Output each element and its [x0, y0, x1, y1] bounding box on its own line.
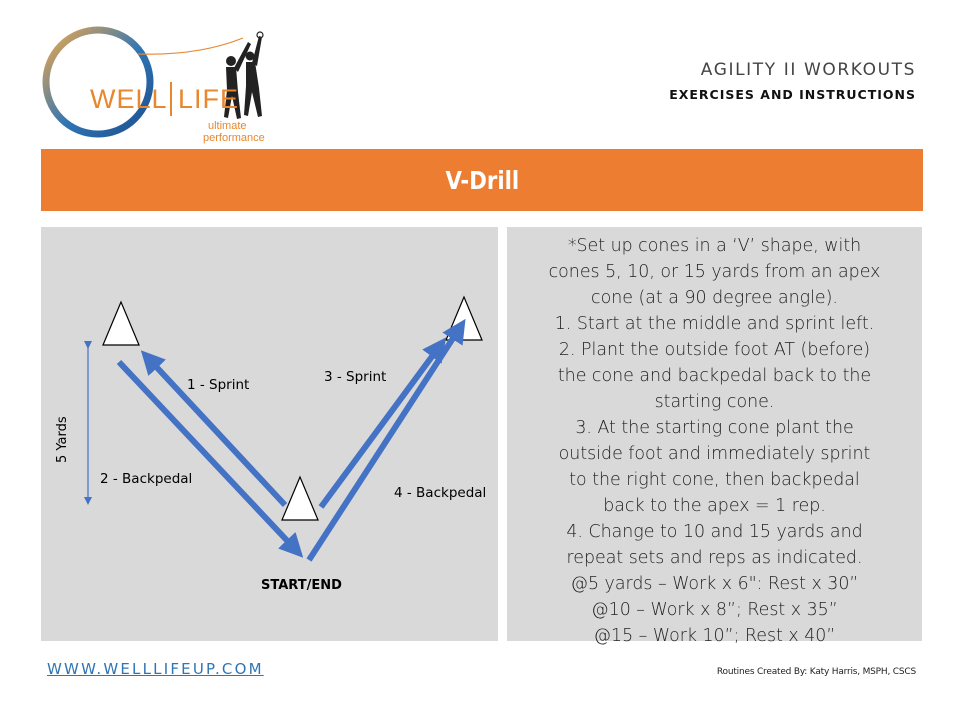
instruction-line: cones 5, 10, or 15 yards from an apex [548, 262, 881, 282]
instruction-line: 1. Start at the middle and sprint left. [554, 314, 875, 334]
website-link[interactable]: WWW.WELLLIFEUP.COM [47, 660, 264, 678]
instruction-line: to the right cone, then backpedal [569, 470, 860, 490]
drill-diagram-panel [41, 227, 498, 641]
instruction-line: cone (at a 90 degree angle). [591, 288, 838, 308]
wellife-logo [38, 26, 278, 144]
instruction-line: 4. Change to 10 and 15 yards and [566, 522, 863, 542]
title-banner [41, 149, 923, 211]
instruction-line: *Set up cones in a ‘V’ shape, with [567, 236, 862, 256]
label-start-end: START/END [261, 578, 342, 593]
instruction-line: starting cone. [654, 392, 775, 412]
drill-title: V-Drill [445, 165, 519, 195]
header-title: AGILITY II WORKOUTS [700, 60, 916, 80]
logo-tagline-2: performance [203, 132, 265, 144]
footer-credit: Routines Created By: Katy Harris, MSPH, CSCS [716, 667, 916, 677]
instruction-line: 3. At the starting cone plant the [575, 418, 854, 438]
instruction-line: the cone and backpedal back to the [557, 366, 872, 386]
header-subtitle: EXERCISES AND INSTRUCTIONS [669, 87, 916, 102]
label-five-yards: 5 Yards [55, 416, 70, 463]
instruction-line: outside foot and immediately sprint [558, 444, 871, 464]
instruction-line: back to the apex = 1 rep. [603, 496, 826, 516]
instruction-line: 2. Plant the outside foot AT (before) [558, 340, 871, 360]
logo-tagline-1: ultimate [208, 120, 247, 132]
arrow-backpedal-4 [309, 329, 459, 560]
right-cone-icon [446, 297, 482, 340]
apex-cone-icon [282, 477, 318, 520]
label-sprint-3: 3 - Sprint [324, 369, 387, 385]
instruction-line: @5 yards – Work x 6": Rest x 30” [570, 574, 859, 594]
label-backpedal-2: 2 - Backpedal [100, 471, 193, 487]
logo-separator [170, 82, 172, 116]
label-sprint-1: 1 - Sprint [187, 377, 250, 393]
instruction-line: @10 – Work x 8”; Rest x 35” [591, 600, 838, 620]
instruction-line: @15 – Work 10”; Rest x 40” [593, 626, 836, 646]
left-cone-icon [103, 302, 139, 345]
logo-word-life: LIFE [178, 84, 240, 114]
label-backpedal-4: 4 - Backpedal [394, 485, 487, 501]
logo-word-well: WELL [90, 84, 168, 114]
instruction-line: repeat sets and reps as indicated. [566, 548, 863, 568]
instructions-panel [507, 227, 922, 646]
